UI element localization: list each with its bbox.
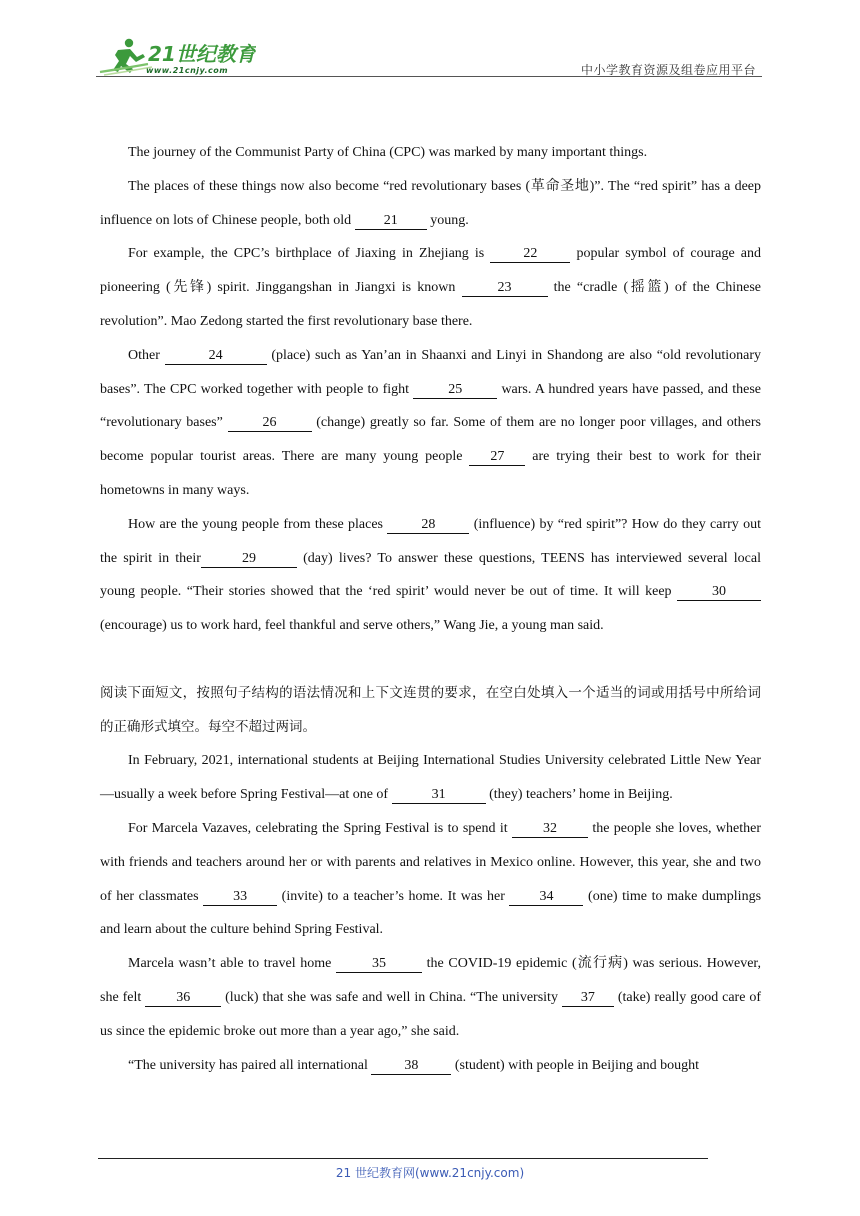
blank-23[interactable]: 23 bbox=[462, 280, 548, 297]
blank-29[interactable]: 29 bbox=[201, 551, 297, 568]
blank-30[interactable]: 30 bbox=[677, 584, 761, 601]
footer-divider bbox=[98, 1158, 708, 1159]
p2-paragraph-3: Marcela wasn’t able to travel home 35 the COVID-19 epidemic (流行病) was serious. However, she felt 36 (luck) that she was safe and well in China. “The university 37 (take) really good care of us since the epidemic broke out more than a year ago,” she said. bbox=[100, 956, 762, 1039]
header-divider bbox=[96, 76, 762, 77]
blank-25[interactable]: 25 bbox=[413, 382, 497, 399]
blank-34[interactable]: 34 bbox=[509, 889, 583, 906]
blank-35[interactable]: 35 bbox=[336, 956, 422, 973]
21cnjy-logo bbox=[96, 34, 256, 78]
blank-33[interactable]: 33 bbox=[203, 889, 277, 906]
p2-instruction: 阅读下面短文，按照句子结构的语法情况和上下文连贯的要求，在空白处填入一个适当的词或用括号中所给词的正确形式填空。每空不超过两词。 bbox=[100, 684, 761, 735]
blank-38[interactable]: 38 bbox=[371, 1058, 451, 1075]
p1-paragraph-2: The places of these things now also become “red revolutionary bases (革命圣地)”. The “red spirit” has a deep influence on lots of Chinese people, both old 21 young. bbox=[100, 178, 761, 228]
blank-22[interactable]: 22 bbox=[490, 246, 570, 263]
blank-31[interactable]: 31 bbox=[392, 787, 486, 804]
p1-paragraph-3: For example, the CPC’s birthplace of Jiaxing in Zhejiang is 22 popular symbol of courage and pioneering (先锋) spirit. Jinggangshan in Jiangxi is known 23 the “cradle (摇篮) of the Chinese revolution”. Mao Zedong started the first revolutionary base there. bbox=[100, 246, 762, 329]
p2-paragraph-1: In February, 2021, international students at Beijing International Studies University celebrated Little New Year—usually a week before Spring Festival—at one of 31 (they) teachers’ home in Beijing. bbox=[100, 753, 761, 803]
blank-28[interactable]: 28 bbox=[387, 517, 469, 534]
svg-text:www.21cnjy.com: www.21cnjy.com bbox=[146, 66, 229, 75]
blank-21[interactable]: 21 bbox=[355, 213, 427, 230]
p2-paragraph-2: For Marcela Vazaves, celebrating the Spring Festival is to spend it 32 the people she loves, whether with friends and teachers around her or with parents and relatives in Mexico online. However, this year, she and two of her classmates 33 (invite) to a teacher’s home. It was her 34 (one) time to make dumplings and learn about the culture behind Spring Festival. bbox=[100, 820, 762, 938]
page-header bbox=[96, 34, 762, 78]
p1-paragraph-4: Other 24 (place) such as Yan’an in Shaanxi and Linyi in Shandong are also “old revolutionary bases”. The CPC worked together with people to fight 25 wars. A hundred years have passed, and these “revolutionary bases” 26 (change) greatly so far. Some of them are no longer poor villages, and others become popular tourist areas. There are many young people 27 are trying their best to work for their hometowns in many ways. bbox=[100, 347, 762, 498]
blank-36[interactable]: 36 bbox=[145, 990, 221, 1007]
blank-26[interactable]: 26 bbox=[228, 415, 312, 432]
document-body bbox=[100, 136, 761, 1082]
blank-24[interactable]: 24 bbox=[165, 348, 267, 365]
header-platform-text: 中小学教育资源及组卷应用平台 bbox=[580, 63, 756, 77]
svg-text:21世纪教育: 21世纪教育 bbox=[148, 42, 256, 66]
blank-27[interactable]: 27 bbox=[469, 449, 525, 466]
p1-paragraph-1: The journey of the Communist Party of China (CPC) was marked by many important things. bbox=[128, 145, 648, 160]
p1-paragraph-5: How are the young people from these places 28 (influence) by “red spirit”? How do they carry out the spirit in their 29 (day) lives? To answer these questions, TEENS has interviewed several local young people. “Their stories showed that the ‘red spirit’ would never be out of time. It will keep 30 (encourage) us to work hard, feel thankful and serve others,” Wang Jie, a young man said. bbox=[100, 516, 762, 634]
p2-paragraph-4: “The university has paired all international 38 (student) with people in Beijing and bought bbox=[128, 1057, 700, 1073]
section-gap bbox=[100, 643, 761, 677]
blank-32[interactable]: 32 bbox=[512, 821, 588, 838]
blank-37[interactable]: 37 bbox=[562, 990, 614, 1007]
footer-site-link[interactable]: 21 世纪教育网(www.21cnjy.com) bbox=[335, 1166, 525, 1180]
